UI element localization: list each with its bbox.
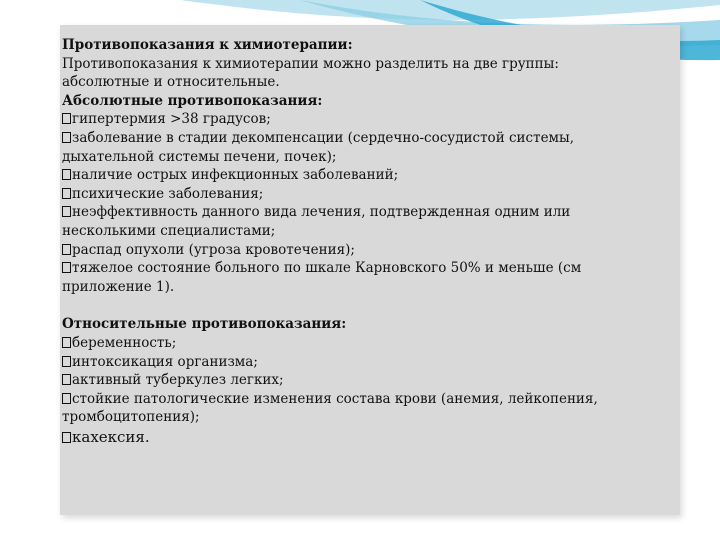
checkbox-bullet-icon <box>62 169 71 180</box>
checkbox-bullet-icon <box>62 132 71 143</box>
list-item: неэффективность данного вида лечения, подтвержденная одним или <box>62 203 662 222</box>
intro-line: Противопоказания к химиотерапии можно разделить на две группы: <box>62 55 559 72</box>
slide-heading: Противопоказания к химиотерапии: <box>62 37 353 53</box>
checkbox-bullet-icon <box>62 356 71 367</box>
checkbox-bullet-icon <box>62 206 71 217</box>
absolute-title: Абсолютные противопоказания: <box>62 92 323 109</box>
intro-line: абсолютные и относительные. <box>62 74 280 91</box>
list-item: распад опухоли (угроза кровотечения); <box>62 241 662 260</box>
checkbox-bullet-icon <box>62 262 71 273</box>
list-item: тяжелое состояние больного по шкале Карновского 50% и меньше (см <box>62 259 662 278</box>
list-item: кахексия. <box>62 427 662 447</box>
list-item: интоксикация организма; <box>62 353 662 372</box>
list-item: стойкие патологические изменения состава крови (анемия, лейкопения, <box>62 390 662 409</box>
list-item-continuation: приложение 1). <box>62 278 175 295</box>
list-item: гипертермия >38 градусов; <box>62 110 662 129</box>
checkbox-bullet-icon <box>62 337 71 348</box>
list-item-continuation: дыхательной системы печени, почек); <box>62 148 337 165</box>
slide-text <box>62 36 662 447</box>
list-item: беременность; <box>62 334 662 353</box>
checkbox-bullet-icon <box>62 244 71 255</box>
list-item-continuation: тромбоцитопения); <box>62 409 200 426</box>
list-item-continuation: несколькими специалистами; <box>62 222 276 239</box>
list-item: психические заболевания; <box>62 185 662 204</box>
checkbox-bullet-icon <box>62 374 71 385</box>
relative-title: Относительные противопоказания: <box>62 316 347 333</box>
list-item: заболевание в стадии декомпенсации (сердечно-сосудистой системы, <box>62 129 662 148</box>
checkbox-bullet-icon <box>62 188 71 199</box>
checkbox-bullet-icon <box>62 432 71 443</box>
list-item: наличие острых инфекционных заболеваний; <box>62 166 662 185</box>
checkbox-bullet-icon <box>62 113 71 124</box>
list-item: активный туберкулез легких; <box>62 371 662 390</box>
checkbox-bullet-icon <box>62 393 71 404</box>
